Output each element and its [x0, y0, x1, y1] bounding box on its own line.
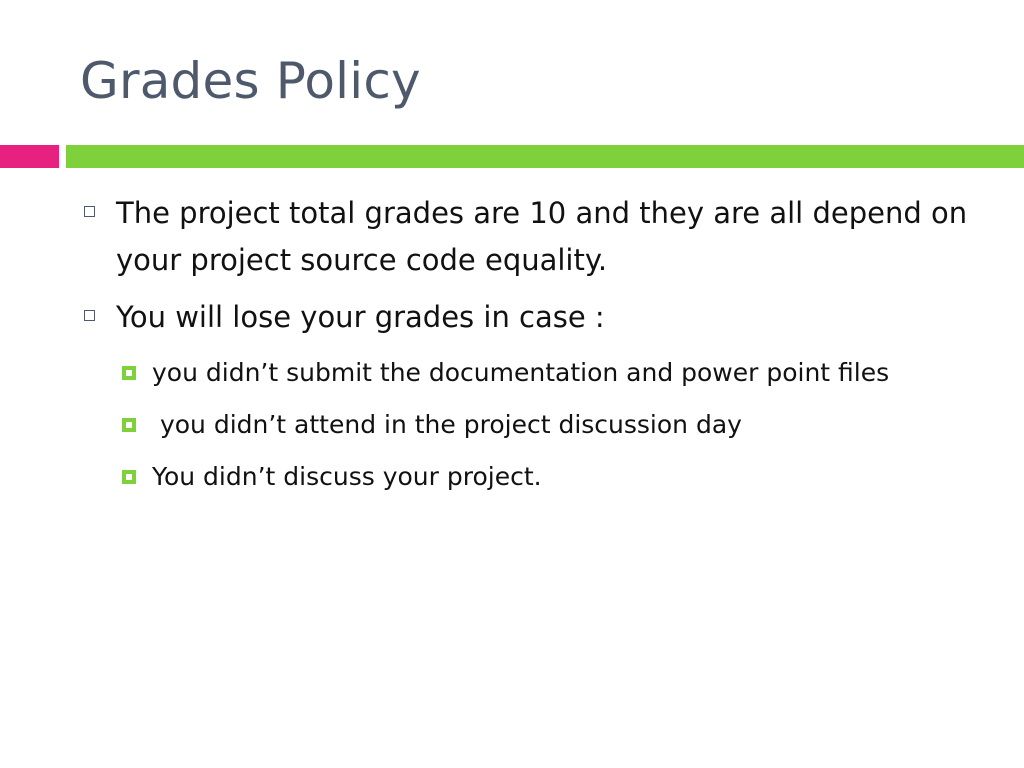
bullet-item: [84, 190, 984, 284]
sub-bullet-item: [122, 351, 984, 394]
sub-bullet-text: you didn’t attend in the project discussion day: [152, 410, 742, 439]
slide-content: [84, 190, 984, 507]
slide-title: Grades Policy: [80, 52, 421, 110]
green-square-bullet-icon: [122, 418, 136, 432]
sub-bullet-text: you didn’t submit the documentation and power point files: [152, 358, 890, 387]
green-square-bullet-icon: [122, 366, 136, 380]
accent-bar-green: [66, 145, 1024, 168]
green-square-bullet-icon: [122, 470, 136, 484]
bullet-text: The project total grades are 10 and they are all depend on your project source code equality.: [116, 196, 968, 277]
sub-bullet-item: [122, 403, 984, 446]
sub-bullet-text: You didn’t discuss your project.: [152, 462, 542, 491]
sub-bullet-item: [122, 455, 984, 498]
hollow-square-bullet-icon: [84, 206, 95, 217]
hollow-square-bullet-icon: [84, 310, 95, 321]
bullet-item: [84, 294, 984, 341]
accent-bar-pink: [0, 145, 59, 168]
bullet-text: You will lose your grades in case :: [116, 300, 605, 334]
